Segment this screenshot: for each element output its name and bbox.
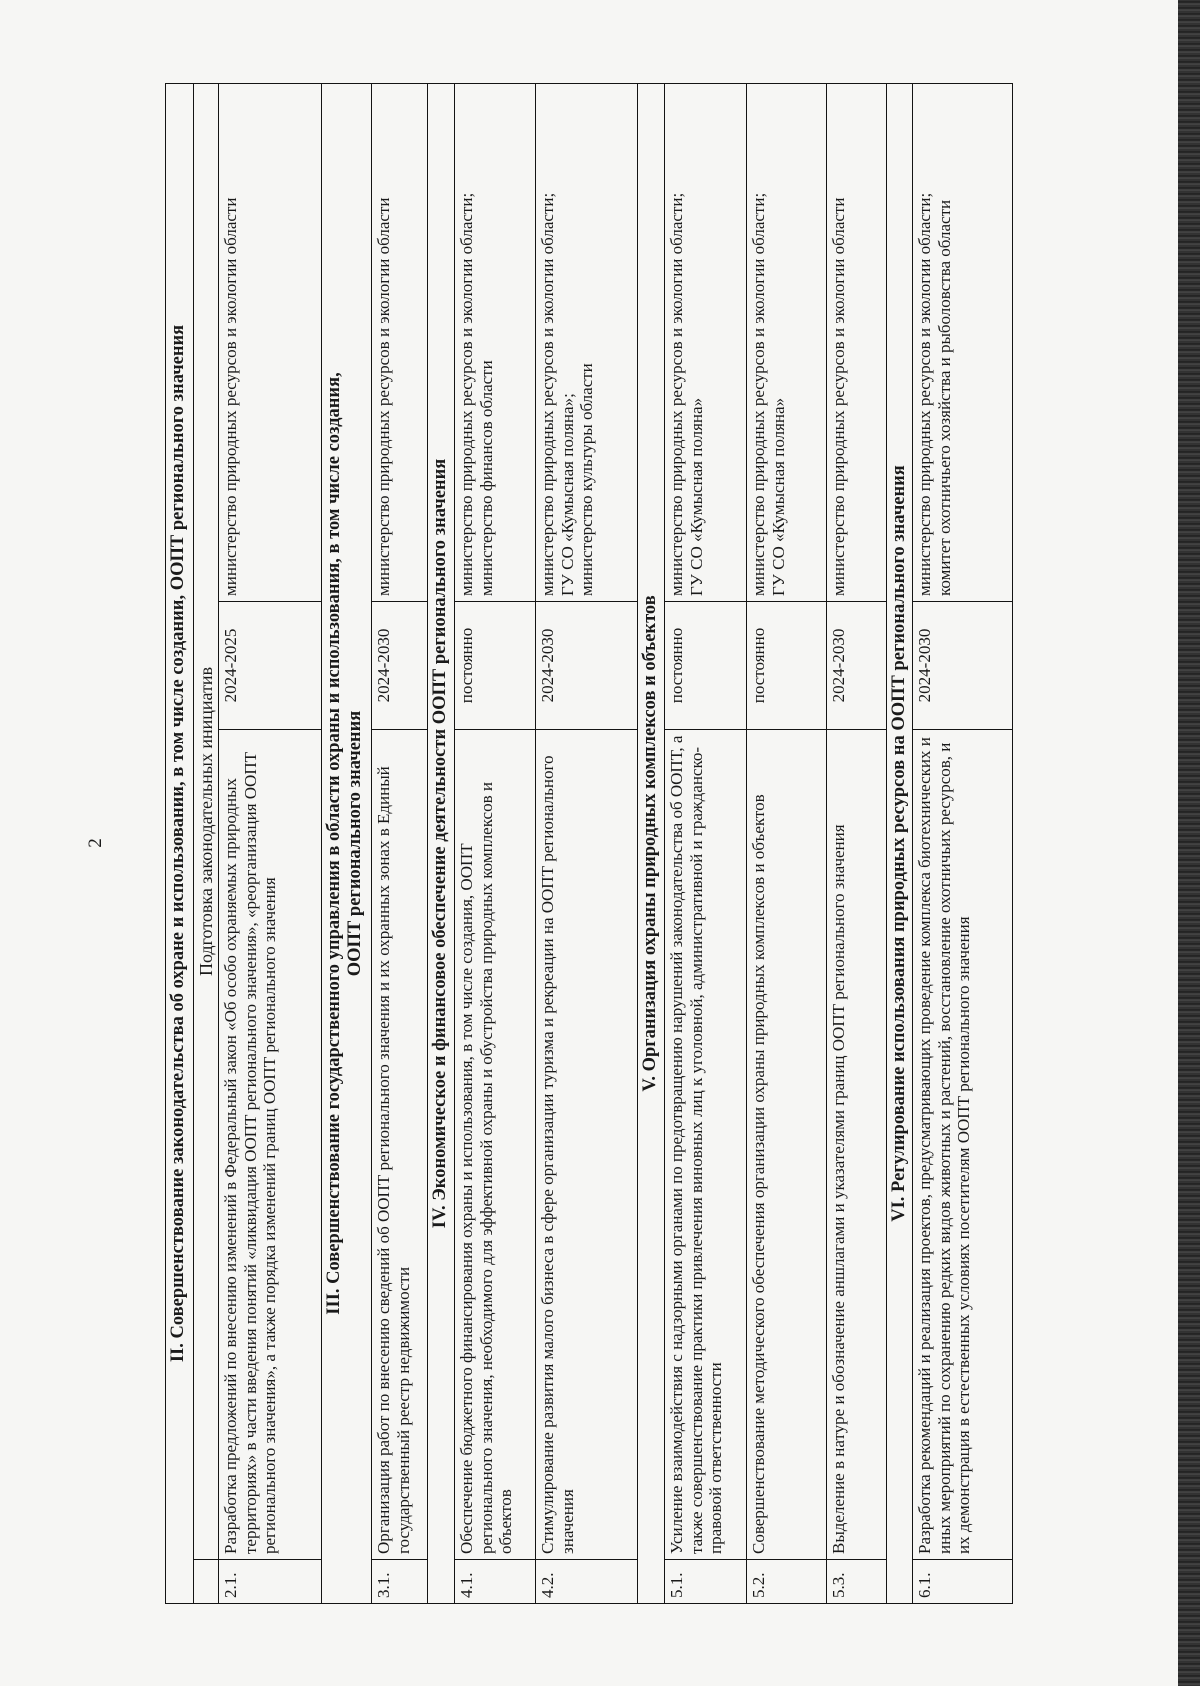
row-text: Усиление взаимодействия с надзорными органами по предотвращению нарушений законодательства об ООПТ, а также совершенствование практики привлечения виновных лиц к уголовной, административной и гражданско-правовой ответственности [665,730,747,1560]
section-4-header [428,83,455,1603]
table-row [747,83,827,1603]
table-row [219,83,322,1603]
row-text: Разработка предложений по внесению изменений в Федеральный закон «Об особо охраняемых природных территориях» в части введения понятий «ликвидация ООПТ регионального значения», «реорганизация ООПТ регионального значения», а также порядка изменений границ ООПТ регионального значения [219,730,322,1560]
row-text: Организация работ по внесению сведений об ООПТ регионального значения и их охранных зонах в Единый государственный реестр недвижимости [372,730,428,1560]
executor-line: ГУ СО «Кумысная поляна» [686,397,706,596]
row-term: постоянно [747,602,827,730]
row-executor [455,83,536,601]
section-2-subheader [194,83,219,1603]
section-title: II. Совершенствование законодательства об охране и использовании, в том числе создании, ООПТ регионального значения [166,83,194,1603]
executor-line: министерство культуры области [576,363,596,596]
executor-line: комитет охотничьего хозяйства и рыболовства области [934,199,954,596]
table-row [455,83,536,1603]
row-term: 2024-2030 [913,602,1013,730]
row-number: 4.1. [455,1560,536,1604]
scan-edge [1178,0,1200,1686]
table-row [913,83,1013,1603]
executor-line: министерство природных ресурсов и экологии области; [915,192,935,596]
executor-line: министерство природных ресурсов и экологии области; [457,192,477,596]
row-executor [372,83,428,601]
executor-line: министерство природных ресурсов и экологии области; [749,192,769,596]
row-text: Совершенствование методического обеспечения организации охраны природных комплексов и объектов [747,730,827,1560]
table-row [665,83,747,1603]
row-term: 2024-2030 [536,602,638,730]
executor-line: министерство природных ресурсов и экологии области; [667,192,687,596]
row-text: Разработка рекомендаций и реализация проектов, предусматривающих проведение комплекса биотехнических и иных мероприятий по сохранению редких видов животных и растений, восстановление охотничьих ресурсов, и их демонстрация в естественных условиях посетителям ООПТ регионального значения [913,730,1013,1560]
section-3-header [322,83,372,1603]
row-text: Стимулирование развития малого бизнеса в сфере организации туризма и рекреации на ООПТ регионального значения [536,730,638,1560]
page-number: 2 [85,838,106,848]
row-number: 5.3. [827,1560,887,1604]
empty-cell [194,1560,219,1604]
section-2-header [166,83,194,1603]
section-subtitle: Подготовка законодательных инициатив [194,83,219,1559]
row-text: Выделение в натуре и обозначение аншлагами и указателями границ ООПТ регионального значения [827,730,887,1560]
executor-line: ГУ СО «Кумысная поляна»; [557,393,577,596]
row-number: 5.1. [665,1560,747,1604]
row-executor [665,83,747,601]
section-title-line: ООПТ регионального значения [345,710,366,977]
row-executor [827,83,887,601]
executor-line: министерство природных ресурсов и экологии области; [538,192,558,596]
section-6-header [887,83,913,1603]
row-number: 4.2. [536,1560,638,1604]
row-term: 2024-2030 [372,602,428,730]
section-title: IV. Экономическое и финансовое обеспечение деятельности ООПТ регионального значения [428,83,455,1603]
executor-line: министерство природных ресурсов и экологии области [829,197,849,596]
executor-line: министерство природных ресурсов и экологии области [374,197,394,596]
row-term: 2024-2030 [827,602,887,730]
table-row [372,83,428,1603]
section-title [322,83,372,1603]
row-text: Обеспечение бюджетного финансирования охраны и использования, в том числе создания, ООПТ регионального значения, необходимого для эффективной охраны и обустройства природных комплексов и объектов [455,730,536,1560]
action-plan-table [165,83,1013,1604]
row-term: 2024-2025 [219,602,322,730]
row-number: 3.1. [372,1560,428,1604]
executor-line: министерство природных ресурсов и экологии области [221,197,241,596]
row-executor [747,83,827,601]
rotated-page [165,84,990,1604]
section-5-header [638,83,665,1603]
table-row [827,83,887,1603]
row-executor [219,83,322,601]
row-number: 2.1. [219,1560,322,1604]
table-row [536,83,638,1603]
row-executor [536,83,638,601]
row-executor [913,83,1013,601]
row-term: постоянно [455,602,536,730]
section-title: V. Организация охраны природных комплексов и объектов [638,83,665,1603]
row-number: 5.2. [747,1560,827,1604]
executor-line: министерство финансов области [476,360,496,596]
section-title: VI. Регулирование использования природных ресурсов на ООПТ регионального значения [887,83,913,1603]
section-title-line: III. Совершенствование государственного управления в области охраны и использования, в том числе создания, [324,372,345,1315]
row-number: 6.1. [913,1560,1013,1604]
executor-line: ГУ СО «Кумысная поляна» [768,397,788,596]
row-term: постоянно [665,602,747,730]
